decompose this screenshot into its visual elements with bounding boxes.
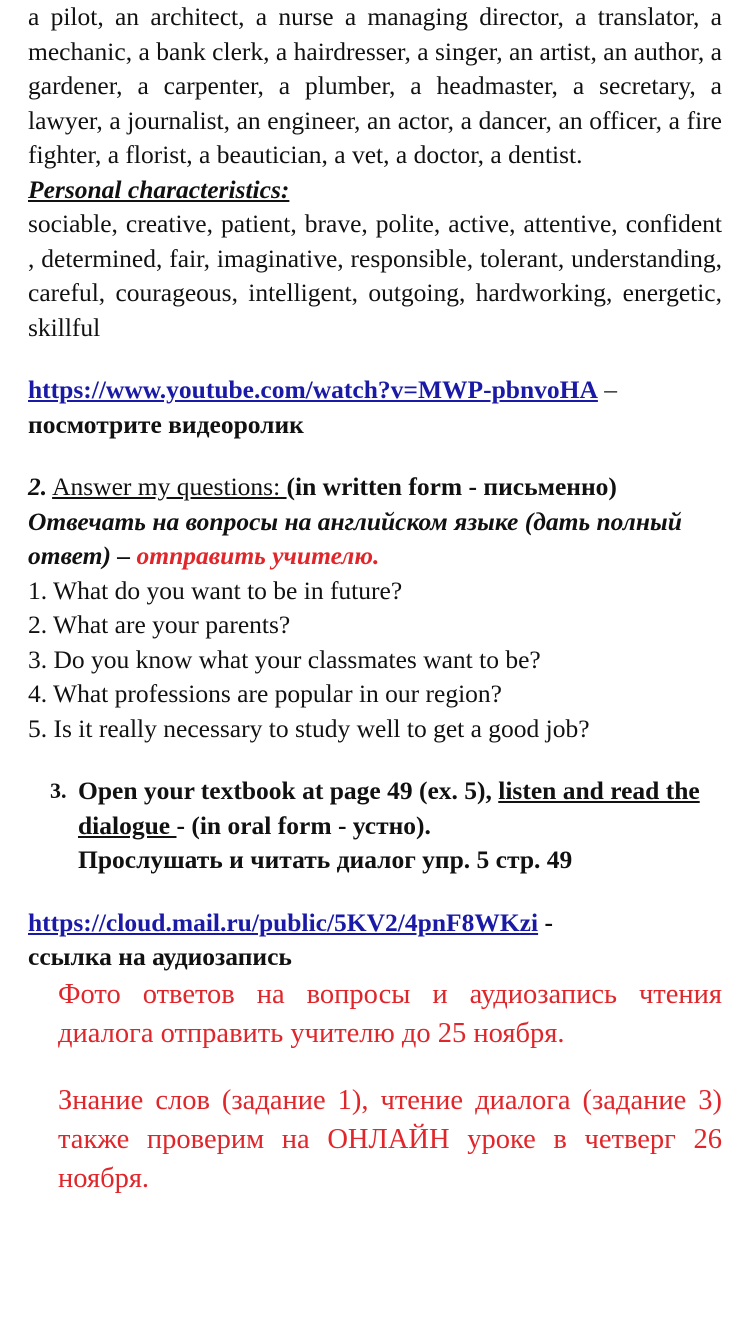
task2-header — [28, 470, 722, 505]
task3-text-ru: Прослушать и читать диалог упр. 5 стр. 49 — [78, 845, 573, 874]
task3-text-b: - (in oral form - устно). — [176, 810, 431, 840]
task2-instruction — [28, 505, 722, 574]
task2-mode: (in written form - письменно) — [286, 472, 617, 501]
question-item: 1. What do you want to be in future? — [28, 575, 403, 605]
characteristics-list: sociable, creative, patient, brave, polite, active, attentive, confident , determined, fair, imaginative, responsible, tolerant, understanding, careful, courageous, intelligent, outgoing, hardworking, energetic, skillful — [28, 209, 722, 342]
task2-number: 2. — [28, 472, 48, 501]
video-note: посмотрите видеоролик — [28, 409, 304, 439]
spacer — [28, 1053, 722, 1081]
audio-dash: - — [538, 907, 553, 937]
spacer — [28, 442, 722, 470]
spacer — [28, 345, 722, 373]
task2-title: Answer my questions: — [52, 472, 287, 501]
task2-instruction-red: отправить учителю. — [136, 541, 380, 570]
task3-block — [28, 774, 722, 878]
youtube-link[interactable]: https://www.youtube.com/watch?v=MWP-pbnvoHA — [28, 375, 598, 404]
spacer — [28, 878, 722, 906]
task3-text — [78, 774, 722, 878]
question-item: 5. Is it really necessary to study well to get a good job? — [28, 713, 590, 743]
task3-text-a: Open your textbook at page 49 (ex. 5), — [78, 776, 499, 805]
online-lesson-notice: Знание слов (задание 1), чтение диалога (задание 3) также проверим на ОНЛАЙН уроке в четверг 26 ноября. — [58, 1084, 722, 1194]
cloud-audio-link[interactable]: https://cloud.mail.ru/public/5KV2/4pnF8WKzi — [28, 907, 539, 937]
deadline-notice: Фото ответов на вопросы и аудиозапись чтения диалога отправить учителю до 25 ноября. — [58, 978, 722, 1049]
task2-instruction-text: Отвечать на вопросы на английском языке (дать полный ответ) – — [28, 506, 682, 570]
question-item: 2. What are your parents? — [28, 610, 291, 639]
video-dash: – — [597, 375, 618, 404]
task3-number: 3. — [50, 778, 67, 803]
spacer — [28, 746, 722, 774]
audio-paragraph — [28, 906, 722, 941]
task3-text-underlined: listen and read the dialogue — [78, 776, 700, 840]
video-paragraph — [28, 373, 722, 408]
audio-note: ссылка на аудиозапись — [28, 942, 292, 971]
question-item: 3. Do you know what your classmates want to be? — [28, 644, 541, 674]
characteristics-heading: Personal characteristics: — [28, 174, 290, 204]
professions-list: a pilot, an architect, a nurse a managing director, a translator, a mechanic, a bank clerk, a hairdresser, a singer, an artist, an author, a gardener, a carpenter, a plumber, a headmaster, a secretary, a lawyer, a journalist, an engineer, an actor, a dancer, an officer, a fire fighter, a florist, a beautician, a vet, a doctor, a dentist. — [28, 2, 722, 169]
question-item: 4. What professions are popular in our region? — [28, 679, 502, 708]
